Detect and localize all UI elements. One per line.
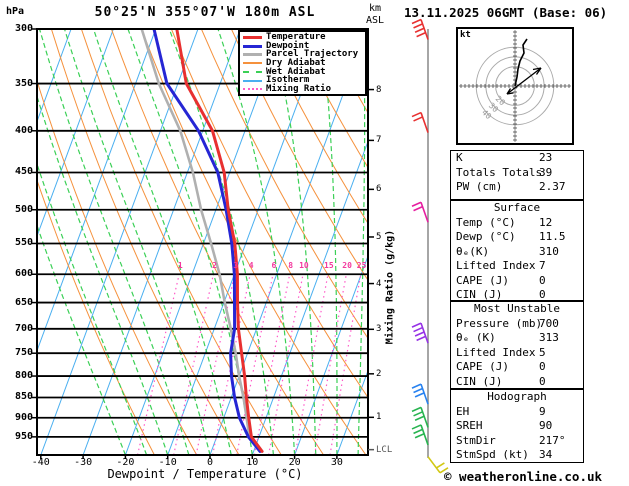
panel-row [451,180,583,195]
hodograph [457,28,573,144]
panel-row-value: 7 [539,259,546,272]
panel-row-label: Dewp (°C) [456,230,516,243]
pressure-tick-label: 400 [14,124,33,136]
mixing-ratio-value-label: 20 [342,260,352,270]
panel-row-label: EH [456,404,470,418]
panel-row-value: 700 [539,316,559,330]
legend-line-swatch [243,53,262,56]
legend-line-swatch [243,88,262,90]
hodograph-unit: kt [460,30,471,40]
panel-section [450,200,584,301]
panel-row-label: K [456,151,463,164]
panel-row [451,405,583,420]
temperature-tick-label: -20 [116,457,135,468]
mixing-ratio-axis-label: Mixing Ratio (g/kg) [384,229,396,345]
panel-row-label: Pressure (mb) [456,316,543,330]
pressure-tick-label: 350 [14,77,33,89]
km-tick-label: 7 [376,135,382,146]
panel-row-value: 9 [539,404,546,418]
mixing-ratio-value-label: 8 [288,260,294,270]
panel-row-label: StmSpd (kt) [456,448,529,461]
panel-row-label: SREH [456,419,483,432]
mixing-ratio-value-label: 1 [177,260,183,270]
run-datetime: 13.11.2025 06GMT (Base: 06) [404,5,608,20]
panel-row [451,331,583,346]
pressure-tick-label: 500 [14,203,33,215]
panel-section [450,150,584,200]
legend-item-label: Parcel Trajectory [266,49,359,60]
pressure-tick-label: 750 [14,347,33,359]
panel-section [450,389,584,463]
legend-item-label: Temperature [266,32,326,42]
legend [238,30,367,96]
panel-section-header: Most Unstable [473,302,561,315]
panel-section [450,301,584,389]
panel-row [451,151,583,166]
panel-row-value: 310 [539,244,559,258]
pressure-tick-label: 700 [14,322,33,334]
pressure-tick-label: 950 [14,430,33,442]
mixing-ratio-value-label: 25 [356,260,367,270]
panel-section-header: Surface [493,201,541,214]
legend-item [243,85,365,94]
mixing-ratio-value-label: 2 [212,260,217,270]
panel-row-value: 0 [539,273,546,287]
panel-row-label: θₑ (K) [456,331,496,344]
panel-row-value: 12 [539,215,553,229]
legend-line-swatch [243,45,262,48]
km-tick-label: 2 [376,368,382,379]
temperature-axis-label: Dewpoint / Temperature (°C) [107,467,303,481]
panel-row-label: Temp (°C) [456,215,516,229]
pressure-tick-label: 650 [14,296,33,308]
legend-item-label: Dewpoint [266,40,310,51]
panel-row [451,216,583,231]
legend-line-swatch [243,71,262,73]
km-tick-label: 1 [376,412,382,423]
pressure-axis-unit: hPa [6,6,25,17]
panel-row-value: 90 [539,419,553,432]
km-tick-label: 4 [376,278,382,289]
panel-row [451,166,583,181]
panel-row [451,434,583,449]
panel-row-value: 11.5 [539,230,566,243]
panel-row-label: Lifted Index [456,259,536,272]
panel-row-label: Lifted Index [456,345,536,359]
legend-line-swatch [243,36,262,39]
panel-row-value: 23 [539,151,553,164]
panel-row-label: Totals Totals [456,165,543,179]
panel-row [451,230,583,245]
pressure-tick-label: 600 [14,268,33,280]
hodograph-ring-label: 40 [479,107,494,122]
temperature-tick-label: 0 [206,457,214,468]
pressure-tick-label: 900 [14,411,33,423]
panel-row [451,360,583,375]
panel-row-value: 217° [539,433,566,447]
panel-row-value: 313 [539,331,559,344]
panel-row-value: 0 [539,360,546,373]
temperature-tick-label: 30 [330,457,343,468]
legend-item-label: Dry Adiabat [266,58,326,69]
panel-row-label: StmDir [456,433,496,447]
altitude-axis-unit: km [369,3,382,14]
temperature-tick-label: -10 [158,457,177,468]
temperature-tick-label: 10 [246,457,259,468]
pressure-tick-label: 800 [14,370,33,382]
panel-row-value: 0 [539,374,546,388]
temperature-tick-label: 20 [288,457,301,468]
km-tick-label: 5 [376,231,382,242]
panel-row-label: θₑ(K) [456,244,490,258]
panel-row-label: PW (cm) [456,180,503,193]
panel-row [451,259,583,274]
temperature-tick-label: -30 [74,457,93,468]
panel-section-header: Hodograph [487,390,547,403]
mixing-ratio-value-label: 15 [324,260,334,270]
panel-row [451,448,583,463]
panel-row-label: CIN (J) [456,374,503,388]
copyright: © weatheronline.co.uk [444,469,603,484]
mixing-ratio-value-label: 10 [299,260,309,270]
panel-row [451,274,583,289]
panel-row [451,317,583,332]
wind-barbs [412,19,448,472]
panel-row-value: 0 [539,288,546,301]
mixing-ratio-value-label: 6 [271,260,277,270]
panel-row [451,245,583,260]
panel-row-label: CAPE (J) [456,360,509,373]
panel-row [451,346,583,361]
legend-item-label: Wet Adiabat [266,66,326,77]
panel-row-value: 2.37 [539,180,566,193]
mixing-ratio-value-label: 3 [233,260,239,270]
panel-row [451,419,583,434]
km-tick-label: 3 [376,324,382,335]
temperature-tick-label: -40 [31,457,50,468]
km-tick-label: 6 [376,184,382,195]
lcl-label: LCL [376,445,393,455]
panel-row-value: 34 [539,448,553,461]
pressure-tick-label: 850 [14,391,33,403]
pressure-tick-label: 550 [14,237,33,249]
panel-row-label: CAPE (J) [456,273,509,287]
pressure-tick-label: 450 [14,166,33,178]
panel-row-value: 39 [539,165,553,179]
km-tick-label: 8 [376,84,382,95]
panel-row-label: CIN (J) [456,288,503,301]
hodograph-ring-label: 30 [486,101,500,115]
pressure-tick-label: 300 [14,23,33,34]
altitude-axis-asl: ASL [366,15,385,26]
legend-item-label: Mixing Ratio [266,84,332,95]
mixing-ratio-value-label: 4 [248,260,254,270]
legend-item-label: Isotherm [266,75,310,86]
station-title: 50°25'N 355°07'W 180m ASL [94,5,316,20]
legend-line-swatch [243,80,262,82]
legend-line-swatch [243,62,262,64]
hodograph-ring-label: 20 [493,94,507,108]
panel-row [451,375,583,390]
panel-row-value: 5 [539,345,546,359]
